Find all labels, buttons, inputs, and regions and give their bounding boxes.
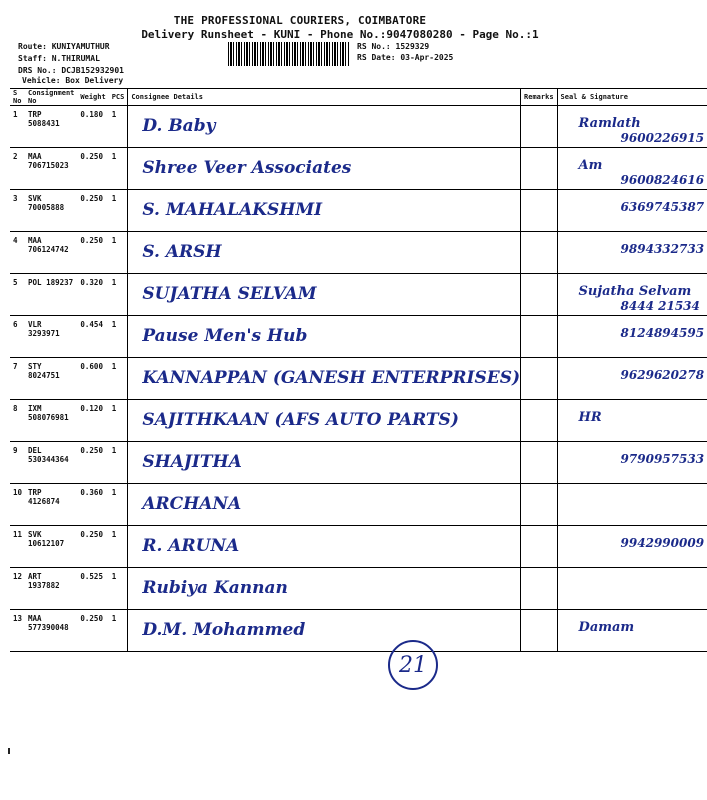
table-row bbox=[10, 484, 707, 526]
row-weight: 0.320 bbox=[77, 274, 108, 316]
table-row bbox=[10, 148, 707, 190]
row-signature-cell bbox=[557, 610, 707, 652]
col-consignee: Consignee Details bbox=[128, 89, 521, 106]
row-signature-cell bbox=[557, 148, 707, 190]
row-consignee-cell bbox=[128, 526, 521, 568]
row-phone-handwriting: 9790957533 bbox=[620, 452, 705, 466]
table-row bbox=[10, 316, 707, 358]
row-sno: 10 bbox=[10, 484, 25, 526]
row-weight: 0.250 bbox=[77, 610, 108, 652]
row-phone-handwriting: 8124894595 bbox=[620, 326, 705, 340]
row-pcs: 1 bbox=[109, 526, 128, 568]
row-signature: HR bbox=[578, 410, 602, 425]
row-weight: 0.250 bbox=[77, 232, 108, 274]
row-signature-cell bbox=[557, 316, 707, 358]
table-header bbox=[10, 89, 707, 106]
drs-label: DRS No.: DCJB152932901 bbox=[18, 66, 124, 75]
row-consignee-cell bbox=[128, 610, 521, 652]
row-remarks bbox=[521, 442, 558, 484]
row-consignee-handwriting: ARCHANA bbox=[142, 494, 242, 514]
row-weight: 0.120 bbox=[77, 400, 108, 442]
row-weight: 0.600 bbox=[77, 358, 108, 400]
table-row bbox=[10, 610, 707, 652]
row-pcs: 1 bbox=[109, 442, 128, 484]
row-consignee-handwriting: SAJITHKAAN (AFS AUTO PARTS) bbox=[142, 410, 459, 430]
table-row bbox=[10, 358, 707, 400]
row-remarks bbox=[521, 484, 558, 526]
row-consignment-no: STY 8024751 bbox=[25, 358, 77, 400]
vehicle-label: Vehicle: Box Delivery bbox=[22, 76, 124, 85]
row-consignee-handwriting: KANNAPPAN (GANESH ENTERPRISES) bbox=[142, 368, 521, 388]
row-consignment-no: TRP 5088431 bbox=[25, 106, 77, 148]
row-phone-handwriting: 9942990009 bbox=[620, 536, 705, 550]
row-consignee-cell bbox=[128, 442, 521, 484]
row-signature-cell bbox=[557, 568, 707, 610]
row-pcs: 1 bbox=[109, 400, 128, 442]
row-phone-handwriting: 9894332733 bbox=[620, 242, 705, 256]
barcode bbox=[228, 42, 350, 66]
row-consignee-cell bbox=[128, 190, 521, 232]
row-pcs: 1 bbox=[109, 568, 128, 610]
row-consignee-handwriting: S. ARSH bbox=[142, 242, 222, 262]
row-phone-handwriting: 8444 21534 bbox=[620, 299, 700, 313]
row-consignment-no: DEL 530344364 bbox=[25, 442, 77, 484]
row-remarks bbox=[521, 190, 558, 232]
rs-number: RS No.: 1529329 bbox=[357, 42, 430, 51]
table-row bbox=[10, 274, 707, 316]
row-pcs: 1 bbox=[109, 148, 128, 190]
row-pcs: 1 bbox=[109, 106, 128, 148]
row-weight: 0.180 bbox=[77, 106, 108, 148]
row-phone-handwriting: 9600226915 bbox=[620, 131, 705, 145]
row-consignee-cell bbox=[128, 274, 521, 316]
row-signature-cell bbox=[557, 190, 707, 232]
row-consignment-no: SVK 10612107 bbox=[25, 526, 77, 568]
row-consignment-no: MAA 706715023 bbox=[25, 148, 77, 190]
row-consignee-handwriting: R. ARUNA bbox=[142, 536, 240, 556]
row-signature-cell bbox=[557, 442, 707, 484]
row-weight: 0.454 bbox=[77, 316, 108, 358]
table-row bbox=[10, 526, 707, 568]
row-consignment-no: VLR 3293971 bbox=[25, 316, 77, 358]
row-remarks bbox=[521, 106, 558, 148]
row-remarks bbox=[521, 358, 558, 400]
row-consignment-no: SVK 70005888 bbox=[25, 190, 77, 232]
row-remarks bbox=[521, 400, 558, 442]
table-row bbox=[10, 232, 707, 274]
row-consignee-handwriting: SHAJITHA bbox=[142, 452, 242, 472]
table-row bbox=[10, 190, 707, 232]
row-consignee-cell bbox=[128, 400, 521, 442]
row-signature-cell bbox=[557, 484, 707, 526]
row-pcs: 1 bbox=[109, 232, 128, 274]
col-signature: Seal & Signature bbox=[557, 89, 707, 106]
row-sno: 7 bbox=[10, 358, 25, 400]
row-sno: 5 bbox=[10, 274, 25, 316]
row-sno: 8 bbox=[10, 400, 25, 442]
row-sno: 4 bbox=[10, 232, 25, 274]
row-consignee-handwriting: D.M. Mohammed bbox=[142, 620, 306, 640]
row-sno: 1 bbox=[10, 106, 25, 148]
row-consignee-cell bbox=[128, 568, 521, 610]
runsheet-title: Delivery Runsheet - KUNI - Phone No.:9047080280 - Page No.:1 bbox=[141, 28, 539, 41]
row-remarks bbox=[521, 568, 558, 610]
row-phone-handwriting: 6369745387 bbox=[620, 200, 705, 214]
row-signature-cell bbox=[557, 526, 707, 568]
row-weight: 0.250 bbox=[77, 526, 108, 568]
row-signature-cell bbox=[557, 358, 707, 400]
staff-label: Staff: N.THIRUMAL bbox=[18, 54, 100, 63]
row-consignee-handwriting: Pause Men's Hub bbox=[142, 326, 308, 346]
row-weight: 0.360 bbox=[77, 484, 108, 526]
row-consignee-cell bbox=[128, 484, 521, 526]
margin-mark bbox=[8, 748, 10, 754]
row-remarks bbox=[521, 610, 558, 652]
row-sno: 6 bbox=[10, 316, 25, 358]
row-signature-cell bbox=[557, 274, 707, 316]
row-signature: Ramlath bbox=[578, 116, 641, 131]
row-weight: 0.250 bbox=[77, 442, 108, 484]
row-pcs: 1 bbox=[109, 358, 128, 400]
row-consignee-cell bbox=[128, 316, 521, 358]
row-sno: 12 bbox=[10, 568, 25, 610]
row-weight: 0.250 bbox=[77, 148, 108, 190]
row-signature: Am bbox=[578, 158, 603, 173]
row-phone-handwriting: 9629620278 bbox=[620, 368, 705, 382]
row-pcs: 1 bbox=[109, 484, 128, 526]
row-sno: 9 bbox=[10, 442, 25, 484]
col-sno: S No bbox=[10, 89, 25, 106]
row-sno: 13 bbox=[10, 610, 25, 652]
row-consignee-cell bbox=[128, 232, 521, 274]
rs-date: RS Date: 03-Apr-2025 bbox=[357, 53, 454, 62]
row-signature-cell bbox=[557, 232, 707, 274]
row-consignment-no: MAA 577390048 bbox=[25, 610, 77, 652]
row-remarks bbox=[521, 232, 558, 274]
row-signature: Damam bbox=[578, 620, 635, 635]
row-remarks bbox=[521, 148, 558, 190]
row-phone-handwriting: 9600824616 bbox=[620, 173, 705, 187]
row-sno: 11 bbox=[10, 526, 25, 568]
row-consignee-cell bbox=[128, 358, 521, 400]
row-consignment-no: POL 189237 bbox=[25, 274, 77, 316]
delivery-table bbox=[10, 88, 707, 652]
company-title: THE PROFESSIONAL COURIERS, COIMBATORE bbox=[173, 14, 427, 27]
row-sno: 3 bbox=[10, 190, 25, 232]
row-weight: 0.250 bbox=[77, 190, 108, 232]
row-signature-cell bbox=[557, 400, 707, 442]
row-consignee-handwriting: D. Baby bbox=[142, 116, 216, 136]
row-consignment-no: MAA 706124742 bbox=[25, 232, 77, 274]
row-consignment-no: ART 1937882 bbox=[25, 568, 77, 610]
row-sno: 2 bbox=[10, 148, 25, 190]
col-pcs: PCS bbox=[109, 89, 128, 106]
table-row bbox=[10, 400, 707, 442]
table-row bbox=[10, 442, 707, 484]
row-signature-cell bbox=[557, 106, 707, 148]
table-row bbox=[10, 106, 707, 148]
row-signature: Sujatha Selvam bbox=[578, 284, 692, 299]
row-consignee-cell bbox=[128, 106, 521, 148]
row-pcs: 1 bbox=[109, 190, 128, 232]
row-pcs: 1 bbox=[109, 316, 128, 358]
col-weight: Weight bbox=[77, 89, 108, 106]
table-row bbox=[10, 568, 707, 610]
row-pcs: 1 bbox=[109, 274, 128, 316]
row-pcs: 1 bbox=[109, 610, 128, 652]
row-consignee-handwriting: S. MAHALAKSHMI bbox=[142, 200, 323, 220]
route-label: Route: KUNIYAMUTHUR bbox=[18, 42, 110, 51]
row-consignee-handwriting: Shree Veer Associates bbox=[142, 158, 352, 178]
row-consignee-handwriting: SUJATHA SELVAM bbox=[142, 284, 317, 304]
row-remarks bbox=[521, 526, 558, 568]
row-consignment-no: TRP 4126874 bbox=[25, 484, 77, 526]
row-weight: 0.525 bbox=[77, 568, 108, 610]
row-consignment-no: IXM 508076981 bbox=[25, 400, 77, 442]
col-consignment: Consignment No bbox=[25, 89, 77, 106]
row-remarks bbox=[521, 316, 558, 358]
page-stamp: 21 bbox=[388, 640, 438, 690]
row-consignee-cell bbox=[128, 148, 521, 190]
row-remarks bbox=[521, 274, 558, 316]
col-remarks: Remarks bbox=[521, 89, 558, 106]
row-consignee-handwriting: Rubiya Kannan bbox=[142, 578, 288, 598]
